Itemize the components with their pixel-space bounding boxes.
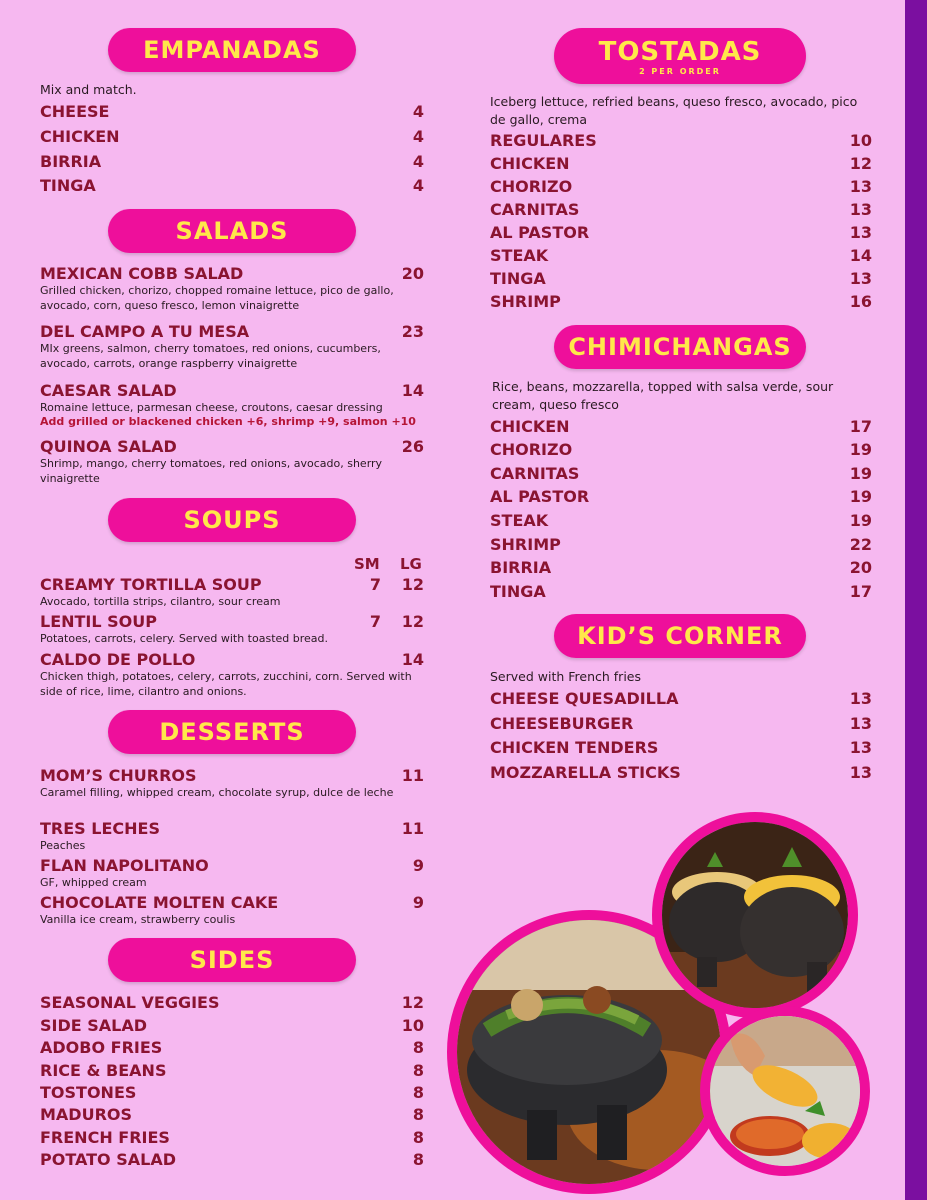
menu-item: CHEESEBURGER 13 [490, 714, 872, 733]
menu-item: CHORIZO 19 [490, 440, 872, 459]
menu-item: TINGA 17 [490, 582, 872, 601]
tostadas-note: Iceberg lettuce, refried beans, queso fresco, avocado, pico de gallo, crema [490, 94, 858, 127]
menu-item: MOM’S CHURROS 11 Caramel filling, whipped cream, chocolate syrup, dulce de leche [40, 766, 424, 799]
menu-item: STEAK 14 [490, 246, 872, 265]
purple-edge-stripe [905, 0, 927, 1200]
tostadas-header: TOSTADAS 2 PER ORDER [554, 28, 806, 84]
empanadas-header: EMPANADAS [108, 28, 356, 72]
menu-item: LENTIL SOUP 7 12 Potatoes, carrots, celery. Served with toasted bread. [40, 612, 424, 645]
salads-header: SALADS [108, 209, 356, 253]
menu-item: CHICKEN 12 [490, 154, 872, 173]
kids-note: Served with French fries [490, 669, 641, 684]
menu-item: CARNITAS 13 [490, 200, 872, 219]
menu-item: SHRIMP 22 [490, 535, 872, 554]
menu-item: TOSTONES 8 [40, 1083, 424, 1102]
menu-item: CAESAR SALAD 14 Romaine lettuce, parmesan cheese, croutons, caesar dressing Add grilled or blackened chicken +6, shrimp +9, salmon +10 [40, 381, 424, 428]
menu-item: QUINOA SALAD 26 Shrimp, mango, cherry tomatoes, red onions, avocado, sherry vinaigrette [40, 437, 424, 485]
ceviche-bowls-photo [652, 812, 858, 1018]
chimichangas-header: CHIMICHANGAS [554, 325, 806, 369]
menu-item: TINGA 4 [40, 176, 424, 195]
menu-item: STEAK 19 [490, 511, 872, 530]
menu-item: BIRRIA 20 [490, 558, 872, 577]
menu-item: CHEESE 4 [40, 102, 424, 121]
menu-item: TINGA 13 [490, 269, 872, 288]
menu-item: CARNITAS 19 [490, 464, 872, 483]
menu-item: CHORIZO 13 [490, 177, 872, 196]
menu-item: AL PASTOR 19 [490, 487, 872, 506]
menu-item: DEL CAMPO A TU MESA 23 MIx greens, salmon, cherry tomatoes, red onions, cucumbers, avocado, carrots, orange raspberry vinaigrette [40, 322, 424, 370]
menu-item: ADOBO FRIES 8 [40, 1038, 424, 1057]
menu-item: BIRRIA 4 [40, 152, 424, 171]
desserts-header: DESSERTS [108, 710, 356, 754]
menu-item: CREAMY TORTILLA SOUP 7 12 Avocado, tortilla strips, cilantro, sour cream [40, 575, 424, 608]
menu-item: MEXICAN COBB SALAD 20 Grilled chicken, chorizo, chopped romaine lettuce, pico de gallo, avocado, corn, queso fresco, lemon vinaigrette [40, 264, 424, 312]
menu-item: SHRIMP 16 [490, 292, 872, 311]
menu-item: CHEESE QUESADILLA 13 [490, 689, 872, 708]
menu-item: CHOCOLATE MOLTEN CAKE 9 Vanilla ice cream, strawberry coulis [40, 893, 424, 926]
soup-size-lg-label: LG [400, 555, 422, 573]
menu-item: REGULARES 10 [490, 131, 872, 150]
menu-item: TRES LECHES 11 Peaches [40, 819, 424, 852]
menu-item: FRENCH FRIES 8 [40, 1128, 424, 1147]
menu-item: AL PASTOR 13 [490, 223, 872, 242]
ceviche-illustration [662, 822, 848, 1008]
soup-size-sm-label: SM [354, 555, 380, 573]
sides-header: SIDES [108, 938, 356, 982]
tostones-dip-photo [700, 1006, 870, 1176]
menu-item: RICE & BEANS 8 [40, 1061, 424, 1080]
soups-header: SOUPS [108, 498, 356, 542]
kids-corner-header: KID’S CORNER [554, 614, 806, 658]
menu-item: SIDE SALAD 10 [40, 1016, 424, 1035]
menu-item: SEASONAL VEGGIES 12 [40, 993, 424, 1012]
menu-item: FLAN NAPOLITANO 9 GF, whipped cream [40, 856, 424, 889]
menu-item: CHICKEN TENDERS 13 [490, 738, 872, 757]
menu-item: MADUROS 8 [40, 1105, 424, 1124]
menu-item: CHICKEN 17 [490, 417, 872, 436]
menu-item: POTATO SALAD 8 [40, 1150, 424, 1169]
tostones-illustration [710, 1016, 860, 1166]
menu-item: CALDO DE POLLO 14 Chicken thigh, potatoes, celery, carrots, zucchini, corn. Served with side of rice, lime, cilantro and onions. [40, 650, 424, 698]
menu-item: CHICKEN 4 [40, 127, 424, 146]
chimichangas-note: Rice, beans, mozzarella, topped with salsa verde, sour cream, queso fresco [492, 379, 834, 412]
empanadas-note: Mix and match. [40, 82, 137, 97]
menu-item: MOZZARELLA STICKS 13 [490, 763, 872, 782]
